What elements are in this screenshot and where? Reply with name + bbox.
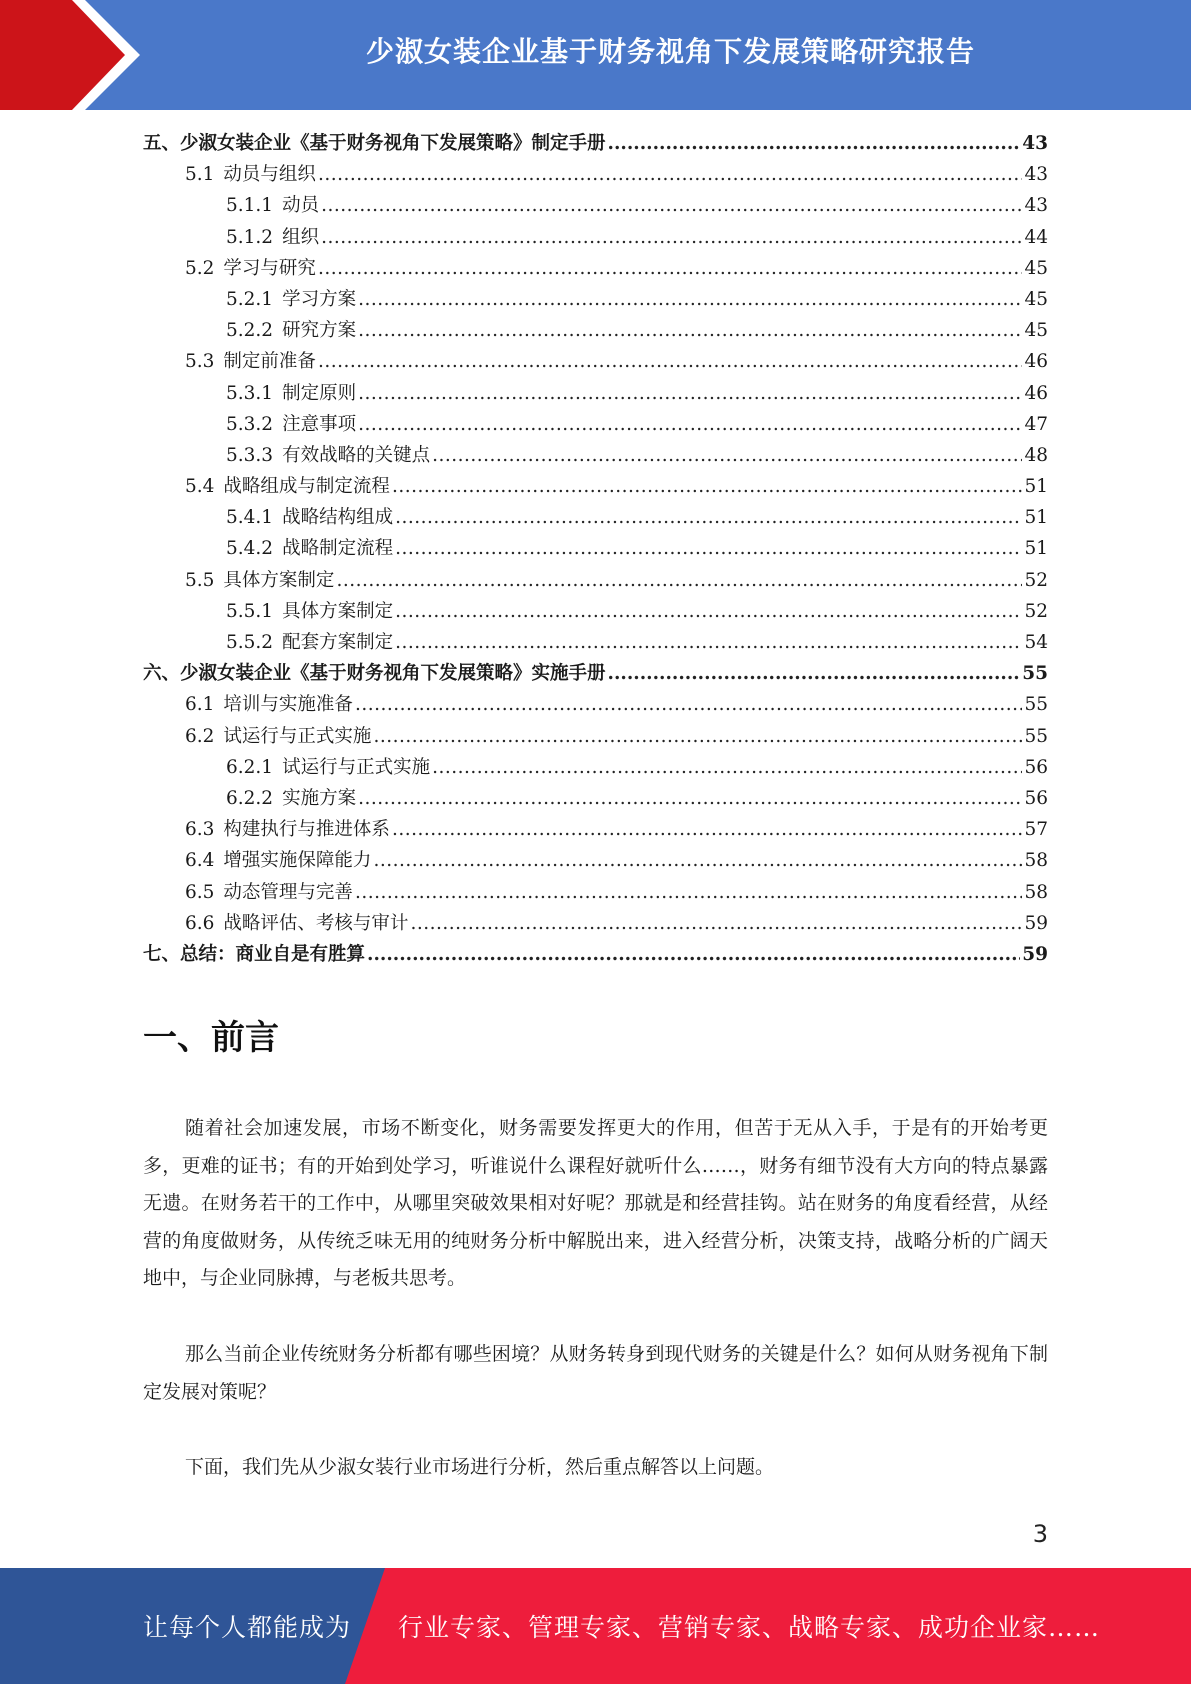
- toc-entry-number: 5.5.2: [226, 632, 274, 653]
- toc-dot-leader: [373, 721, 1022, 752]
- toc-dot-leader: [395, 502, 1022, 533]
- toc-entry[interactable]: [143, 284, 1048, 315]
- toc-entry-page: 55: [1024, 694, 1048, 716]
- toc-entry-label: 具体方案制定: [223, 569, 335, 591]
- toc-entry-page: 47: [1024, 413, 1048, 435]
- toc-entry[interactable]: [143, 409, 1048, 440]
- toc-dot-leader: [318, 159, 1023, 190]
- toc-entry[interactable]: [143, 658, 1048, 689]
- toc-entry[interactable]: [143, 190, 1048, 221]
- toc-entry-number: 6.2.1: [226, 756, 274, 778]
- toc-entry-number: 6.2: [185, 725, 215, 747]
- toc-entry[interactable]: [143, 565, 1048, 596]
- toc-entry-number: 6.6: [185, 912, 215, 934]
- toc-entry[interactable]: [143, 315, 1048, 346]
- toc-dot-leader: [358, 378, 1022, 409]
- toc-entry[interactable]: [143, 814, 1048, 845]
- toc-entry-label: 有效战略的关键点: [282, 444, 431, 466]
- toc-dot-leader: [358, 783, 1022, 814]
- toc-entry-number: 6.5: [185, 881, 215, 903]
- toc-entry-label: 动员与组织: [223, 164, 316, 186]
- toc-dot-leader: [358, 284, 1022, 315]
- toc-entry-label: 构建执行与推进体系: [223, 819, 390, 841]
- toc-entry-page: 48: [1024, 444, 1048, 466]
- toc-entry-label: 七、总结：商业自是有胜算: [143, 943, 366, 965]
- toc-entry[interactable]: [143, 627, 1048, 658]
- toc-dot-leader: [321, 190, 1022, 221]
- toc-entry-page: 43: [1024, 195, 1048, 217]
- toc-entry-number: 5.4.2: [226, 538, 274, 560]
- toc-dot-leader: [336, 565, 1022, 596]
- toc-entry-label: 具体方案制定: [282, 600, 394, 622]
- toc-entry[interactable]: [143, 877, 1048, 908]
- toc-entry[interactable]: [143, 222, 1048, 253]
- toc-entry-page: 51: [1024, 538, 1048, 560]
- toc-entry[interactable]: [143, 253, 1048, 284]
- toc-entry[interactable]: [143, 128, 1048, 159]
- toc-dot-leader: [608, 658, 1021, 689]
- toc-entry-label: 动态管理与完善: [223, 881, 353, 903]
- toc-dot-leader: [410, 908, 1022, 939]
- toc-entry-label: 试运行与正式实施: [282, 756, 431, 778]
- toc-entry-number: 6.4: [185, 850, 215, 872]
- toc-entry-label: 制定前准备: [223, 351, 316, 373]
- toc-entry-number: 5.3: [185, 351, 215, 373]
- toc-entry-page: 51: [1024, 507, 1048, 529]
- toc-entry-label: 动员: [282, 195, 320, 217]
- footer-slogan-left: 让每个人都能成为: [143, 1613, 352, 1642]
- toc-entry-page: 59: [1022, 943, 1048, 965]
- toc-dot-leader: [432, 752, 1022, 783]
- page-number: 3: [1032, 1520, 1048, 1548]
- toc-entry-page: 52: [1024, 600, 1048, 622]
- toc-entry[interactable]: [143, 378, 1048, 409]
- paragraph: 随着社会加速发展，市场不断变化，财务需要发挥更大的作用，但苦于无从入手，于是有的开始考更多，更难的证书；有的开始到处学习，听谁说什么课程好就听什么……，财务有细节没有大方向的特点暴露无遗。在财务若干的工作中，从哪里突破效果相对好呢？那就是和经营挂钩。站在财务的角度看经营，从经营的角度做财务，从传统乏味无用的纯财务分析中解脱出来，进入经营分析，决策支持，战略分析的广阔天地中，与企业同脉搏，与老板共思考。: [143, 1117, 1048, 1289]
- toc-entry-number: 5.3.2: [226, 413, 274, 435]
- page-footer: [0, 1568, 1191, 1684]
- toc-entry-page: 43: [1024, 164, 1048, 186]
- toc-dot-leader: [358, 315, 1022, 346]
- toc-entry-label: 配套方案制定: [282, 632, 394, 653]
- toc-entry-label: 实施方案: [282, 787, 357, 809]
- toc-entry-page: 56: [1024, 756, 1048, 778]
- toc-entry-label: 组织: [282, 226, 320, 248]
- toc-entry-page: 55: [1024, 725, 1048, 747]
- toc-entry-number: 5.2.1: [226, 288, 274, 310]
- toc-entry-page: 44: [1024, 226, 1048, 248]
- toc-entry-page: 51: [1024, 476, 1048, 498]
- toc-dot-leader: [355, 689, 1023, 720]
- toc-dot-leader: [395, 596, 1022, 627]
- toc-entry-number: 5.4: [185, 476, 215, 498]
- toc-dot-leader: [373, 845, 1022, 876]
- toc-entry-label: 六、少淑女装企业《基于财务视角下发展策略》实施手册: [143, 663, 606, 685]
- toc-entry-label: 增强实施保障能力: [223, 850, 372, 872]
- toc-entry-page: 56: [1024, 787, 1048, 809]
- toc-dot-leader: [355, 877, 1023, 908]
- toc-entry[interactable]: [143, 533, 1048, 564]
- toc-entry[interactable]: [143, 159, 1048, 190]
- toc-entry-number: 6.2.2: [226, 787, 274, 809]
- toc-dot-leader: [395, 533, 1022, 564]
- toc-entry-label: 学习与研究: [223, 257, 316, 279]
- toc-entry-page: 59: [1024, 912, 1048, 934]
- toc-entry-number: 5.1.1: [226, 195, 274, 217]
- toc-entry[interactable]: [143, 845, 1048, 876]
- toc-entry[interactable]: [143, 721, 1048, 752]
- toc-entry-label: 战略制定流程: [282, 538, 394, 560]
- toc-dot-leader: [367, 939, 1020, 970]
- toc-entry[interactable]: [143, 783, 1048, 814]
- page-header: [0, 0, 1191, 110]
- toc-entry-label: 研究方案: [282, 320, 357, 342]
- toc-entry-page: 46: [1024, 382, 1048, 404]
- toc-entry[interactable]: [143, 502, 1048, 533]
- toc-entry-page: 43: [1022, 133, 1048, 154]
- toc-entry-number: 5.4.1: [226, 507, 274, 529]
- footer-slogan-right: 行业专家、管理专家、营销专家、战略专家、成功企业家……: [398, 1613, 1101, 1642]
- document-title: 少淑女装企业基于财务视角下发展策略研究报告: [365, 35, 975, 68]
- toc-entry-label: 试运行与正式实施: [223, 725, 372, 747]
- toc-dot-leader: [432, 440, 1022, 471]
- toc-entry-page: 54: [1024, 632, 1048, 653]
- toc-entry-label: 制定原则: [282, 382, 357, 404]
- toc-entry-page: 52: [1024, 569, 1048, 591]
- toc-dot-leader: [392, 471, 1023, 502]
- toc-entry[interactable]: [143, 939, 1048, 970]
- toc-entry-number: 5.5: [185, 569, 215, 591]
- header-chevron-decoration: [0, 0, 160, 110]
- toc-entry-page: 58: [1024, 850, 1048, 872]
- toc-dot-leader: [608, 128, 1021, 159]
- toc-entry[interactable]: [143, 346, 1048, 377]
- toc-entry-label: 战略结构组成: [282, 507, 394, 529]
- toc-entry-number: 5.1.2: [226, 226, 274, 248]
- toc-entry-page: 45: [1024, 320, 1048, 342]
- toc-entry-label: 五、少淑女装企业《基于财务视角下发展策略》制定手册: [143, 133, 606, 154]
- toc-entry-page: 45: [1024, 257, 1048, 279]
- toc-entry-page: 46: [1024, 351, 1048, 373]
- toc-entry[interactable]: [143, 596, 1048, 627]
- toc-entry[interactable]: [143, 752, 1048, 783]
- toc-dot-leader: [395, 627, 1022, 658]
- toc-dot-leader: [318, 346, 1023, 377]
- toc-entry-page: 57: [1024, 819, 1048, 841]
- toc-entry-label: 学习方案: [282, 288, 357, 310]
- toc-entry-number: 6.1: [185, 694, 215, 716]
- paragraph: 下面，我们先从少淑女装行业市场进行分析，然后重点解答以上问题。: [185, 1456, 775, 1478]
- toc-entry-number: 5.2: [185, 257, 215, 279]
- toc-entry[interactable]: [143, 471, 1048, 502]
- toc-entry-page: 58: [1024, 881, 1048, 903]
- paragraph: 那么当前企业传统财务分析都有哪些困境？从财务转身到现代财务的关键是什么？如何从财务视角下制定发展对策呢？: [143, 1343, 1048, 1403]
- toc-entry-number: 5.3.1: [226, 382, 274, 404]
- toc-entry-label: 战略评估、考核与审计: [223, 912, 409, 934]
- toc-entry-label: 培训与实施准备: [223, 694, 353, 716]
- toc-dot-leader: [392, 814, 1023, 845]
- toc-entry-label: 注意事项: [282, 413, 357, 435]
- toc-entry-number: 5.5.1: [226, 600, 274, 622]
- toc-entry[interactable]: [143, 689, 1048, 720]
- section-heading: 一、前言: [143, 1018, 279, 1058]
- toc-entry-number: 5.2.2: [226, 320, 274, 342]
- toc-dot-leader: [321, 222, 1022, 253]
- toc-entry-number: 5.3.3: [226, 444, 274, 466]
- toc-entry[interactable]: [143, 440, 1048, 471]
- toc-entry[interactable]: [143, 908, 1048, 939]
- toc-entry-number: 6.3: [185, 819, 215, 841]
- toc-entry-page: 55: [1022, 663, 1048, 685]
- toc-entry-page: 45: [1024, 288, 1048, 310]
- toc-dot-leader: [318, 253, 1023, 284]
- toc-entry-label: 战略组成与制定流程: [223, 476, 390, 498]
- toc-dot-leader: [358, 409, 1022, 440]
- toc-entry-number: 5.1: [185, 164, 215, 186]
- table-of-contents: [143, 128, 1048, 970]
